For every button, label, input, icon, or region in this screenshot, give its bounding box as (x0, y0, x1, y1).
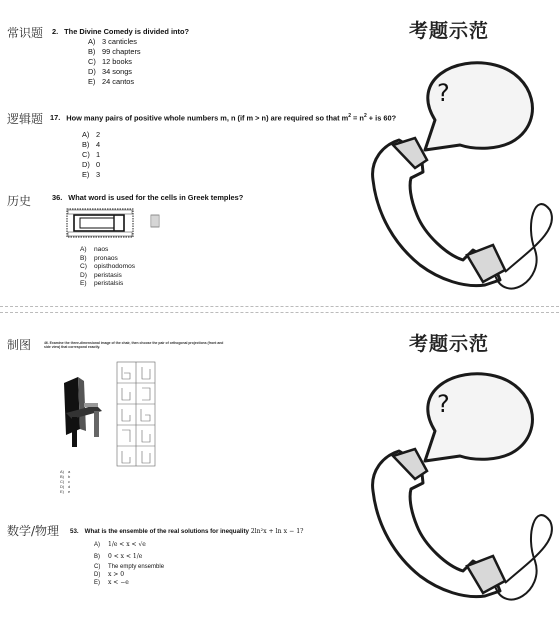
option-e[interactable]: E) 3 (82, 170, 101, 179)
option-e[interactable]: E) peristalsis (80, 280, 124, 288)
option-e[interactable]: E) x < −e (94, 579, 129, 586)
option-a[interactable]: A) naos (80, 246, 109, 253)
option-c[interactable]: C) c (60, 479, 70, 484)
option-c[interactable]: C) 12 books (88, 57, 132, 66)
option-d[interactable]: D) peristasis (80, 271, 122, 279)
question-number: 36. (52, 193, 63, 202)
phone-question-illustration (355, 50, 559, 306)
option-d[interactable]: D) 0 (82, 160, 101, 169)
option-d[interactable]: D) d (60, 484, 71, 489)
answer-options (82, 130, 100, 180)
question-number: 17. (50, 113, 61, 123)
question-math (70, 527, 370, 536)
projection-options-grid (116, 361, 156, 467)
option-b[interactable]: B) pronaos (80, 254, 118, 262)
svg-text:?: ? (437, 390, 450, 418)
question-number: 2. (52, 27, 59, 36)
bottom-panel (0, 312, 559, 617)
question-history (52, 193, 352, 202)
top-panel (0, 0, 559, 307)
answer-options (80, 246, 135, 289)
option-a[interactable]: A) a (60, 469, 71, 474)
option-b[interactable]: B) 99 chapters (88, 47, 141, 56)
phone-question-illustration (355, 361, 559, 617)
option-a[interactable]: A) 3 canticles (88, 37, 137, 46)
option-b[interactable]: B) 0 < x < 1/e (94, 553, 143, 560)
category-label-math-physics: 数学/物理 (7, 524, 60, 538)
question-text: What word is used for the cells in Greek temples? (68, 193, 244, 202)
category-label-history: 历史 (7, 194, 32, 208)
question-logic: 17. How many pairs of positive whole numbers m, n (if m > n) are required so that $m^2 = n^2$ + is 60? (50, 113, 397, 123)
panel-heading: 考题示范 (409, 20, 490, 42)
category-label-general: 常识题 (7, 26, 44, 40)
answer-options (60, 469, 70, 494)
question-drawing (44, 341, 224, 349)
category-label-drawing: 制图 (7, 338, 32, 352)
answer-options (94, 539, 164, 587)
question-general (52, 27, 352, 36)
option-b[interactable]: B) 4 (82, 140, 101, 149)
question-number: 53. (70, 528, 79, 535)
option-e[interactable]: E) 24 cantos (88, 77, 135, 86)
question-number: 46. (44, 341, 49, 345)
option-c[interactable]: C) 1 (82, 150, 101, 159)
option-d[interactable]: D) 34 songs (88, 67, 132, 76)
question-text: What is the ensemble of the real solutions for inequality (84, 528, 249, 535)
temple-plan-diagram (66, 208, 134, 238)
chair-3d-image (58, 373, 106, 453)
category-label-logic: 逻辑题 (7, 112, 44, 126)
svg-text:?: ? (437, 79, 450, 107)
option-a[interactable]: A) 2 (82, 130, 101, 139)
temple-elevation-icon (150, 214, 160, 228)
question-text: How many pairs of positive whole numbers m, n (if m > n) are required so that m (66, 113, 349, 123)
panel-heading: 考题示范 (409, 333, 490, 355)
option-b[interactable]: B) b (60, 474, 71, 479)
question-text: Examine the three-dimensional image of the chair, then choose the pair of orthogonal projections (front and side view) that correspond exactly. (44, 341, 224, 349)
option-c[interactable]: C) opisthodomos (80, 263, 136, 271)
option-c[interactable]: C) The empty ensemble (94, 564, 165, 570)
option-a[interactable]: A) 1/e < x < √e (94, 541, 146, 548)
option-d[interactable]: D) x > 0 (94, 571, 125, 578)
answer-options (88, 37, 141, 87)
question-text: The Divine Comedy is divided into? (64, 27, 190, 36)
inequality-formula: 2ln²x + ln x − 1? (250, 528, 304, 535)
option-e[interactable]: E) e (60, 489, 71, 494)
